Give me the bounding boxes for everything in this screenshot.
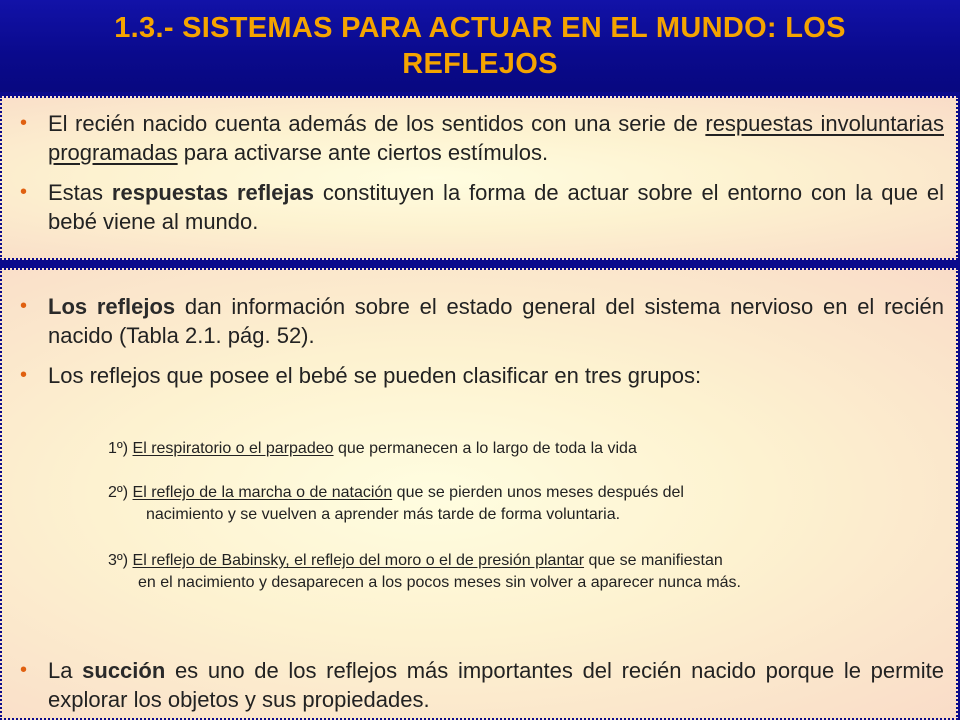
bullet-dot-icon: •	[20, 295, 28, 317]
text-span: 1º)	[108, 440, 133, 457]
text-span: que se manifiestan	[584, 552, 723, 569]
text-span: nacimiento y se vuelven a aprender más tarde de forma voluntaria.	[146, 506, 621, 523]
text-span: El reflejo de la marcha o de natación	[132, 484, 393, 501]
reflexes-term: Los reflejos	[48, 294, 176, 319]
text-span: 3º)	[108, 552, 133, 569]
text-span: dan información sobre el estado general del sistema nervioso en el recién nacido (Tabla 2.1. pág. 52).	[48, 294, 944, 348]
text-span: para activarse ante ciertos estímulos.	[177, 140, 549, 165]
slide-header	[0, 0, 960, 92]
sucking-term: succión	[82, 658, 166, 683]
reflexes-bullet-1	[2, 292, 956, 350]
reflexes-box	[0, 268, 958, 720]
bullet-dot-icon: •	[20, 364, 28, 386]
reflex-group-2	[108, 482, 952, 526]
text-span: El recién nacido cuenta además de los sentidos con una serie de	[48, 111, 706, 136]
sucking-bullet	[2, 656, 956, 714]
intro-list	[2, 98, 956, 236]
bullet-dot-icon: •	[20, 659, 28, 681]
bullet-dot-icon: •	[20, 181, 28, 203]
reflexes-list	[2, 270, 956, 390]
intro-box	[0, 96, 958, 260]
text-span: El respiratorio o el parpadeo	[132, 440, 334, 457]
text-span: en el nacimiento y desaparecen a los pocos meses sin volver a aparecer nunca más.	[138, 574, 741, 591]
text-span: es uno de los reflejos más importantes del recién nacido porque le permite explorar los objetos y sus propiedades.	[48, 658, 944, 712]
text-span: constituyen la forma de actuar sobre el entorno con la que el bebé viene al mundo.	[48, 180, 944, 234]
reflexes-bullet-2	[2, 361, 956, 390]
reflex-group-1	[108, 438, 944, 460]
reflex-responses-term: respuestas reflejas	[111, 180, 315, 205]
sucking-list	[2, 634, 956, 714]
intro-bullet-2	[2, 178, 956, 236]
text-span: 2º)	[108, 484, 133, 501]
text-span: La	[48, 658, 83, 683]
involuntary-responses-term: respuestas involuntarias programadas	[48, 111, 944, 165]
bullet-dot-icon: •	[20, 112, 28, 134]
text-span: Estas	[48, 180, 112, 205]
text-span: El reflejo de Babinsky, el reflejo del moro o el de presión plantar	[132, 552, 585, 569]
text-span: que se pierden unos meses después del	[392, 484, 684, 501]
text-span: que permanecen a lo largo de toda la vida	[333, 440, 637, 457]
reflex-group-3	[108, 550, 954, 594]
text-span: Los reflejos que posee el bebé se pueden clasificar en tres grupos:	[48, 363, 702, 388]
intro-bullet-1	[2, 109, 956, 167]
slide-title: 1.3.- SISTEMAS PARA ACTUAR EN EL MUNDO: LOS REFLEJOS	[114, 12, 846, 80]
